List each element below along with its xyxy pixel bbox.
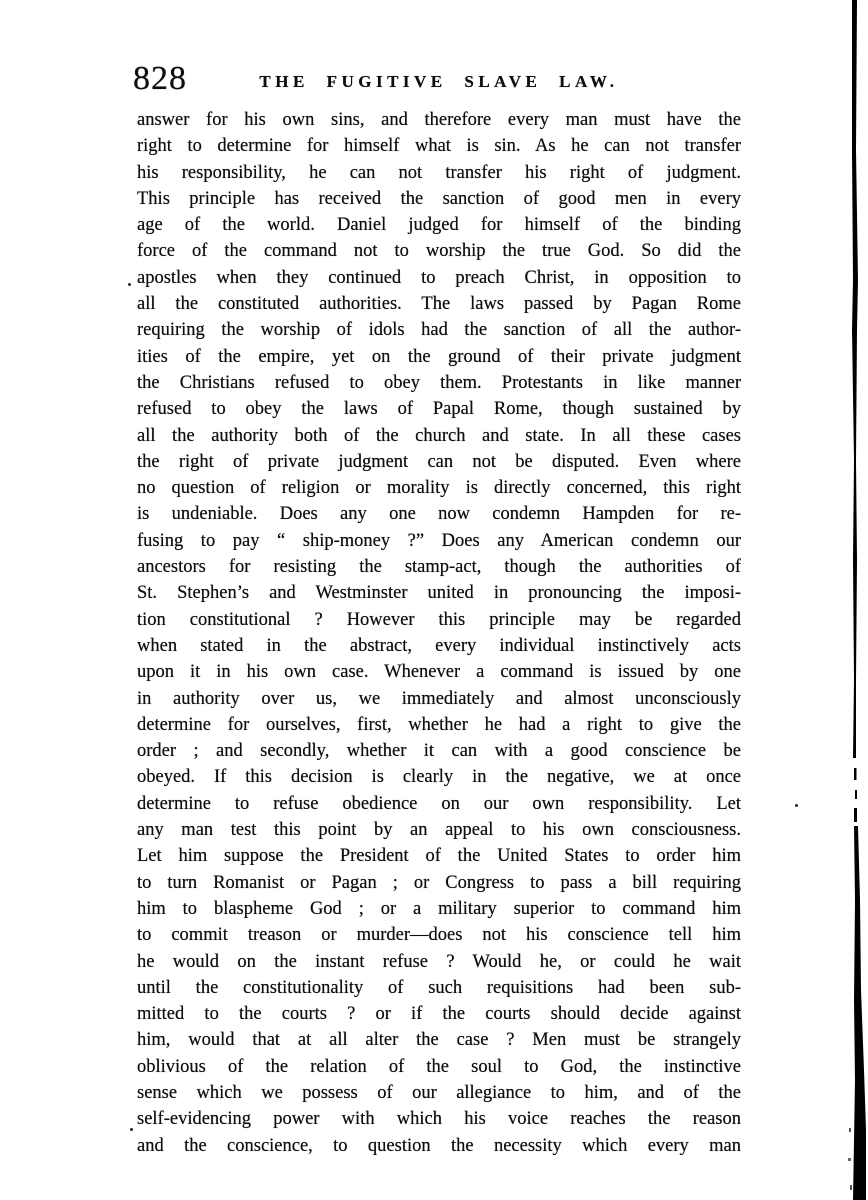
text-line: oblivious of the relation of the soul to God, the instinctive — [137, 1056, 741, 1077]
text-line: and the conscience, to question the necessity which every man — [137, 1135, 741, 1156]
text-line: him, would that at all alter the case ? Men must be strangely — [137, 1030, 741, 1051]
text-line: the right of private judgment can not be disputed. Even where — [137, 451, 741, 472]
text-line: determine for ourselves, first, whether he had a right to give the — [137, 714, 741, 735]
text-line: upon it in his own case. Whenever a command is issued by one — [137, 662, 741, 683]
text-line: sense which we possess of our allegiance to him, and of the — [137, 1082, 741, 1103]
text-line: age of the world. Daniel judged for himself of the binding — [137, 215, 741, 236]
page-header — [133, 54, 741, 97]
text-line: tion constitutional ? However this principle may be regarded — [137, 609, 741, 630]
text-line: fusing to pay “ ship-money ?” Does any American condemn our — [137, 530, 741, 551]
text-line: This principle has received the sanction of good men in every — [137, 188, 741, 209]
text-line: St. Stephen’s and Westminster united in pronouncing the imposi- — [137, 583, 741, 604]
text-line: requiring the worship of idols had the sanction of all the author- — [137, 320, 741, 341]
page-number: 828 — [133, 60, 187, 97]
text-line: obeyed. If this decision is clearly in the negative, we at once — [137, 767, 741, 788]
text-line: him to blaspheme God ; or a military superior to command him — [137, 898, 741, 919]
text-line: apostles when they continued to preach Christ, in opposition to — [137, 267, 741, 288]
running-title: THE FUGITIVE SLAVE LAW. — [259, 72, 619, 91]
scan-speck — [795, 804, 798, 807]
text-line: refused to obey the laws of Papal Rome, though sustained by — [137, 399, 741, 420]
text-line: self-evidencing power with which his voice reaches the reason — [137, 1109, 741, 1130]
text-line: all the authority both of the church and state. In all these cases — [137, 425, 741, 446]
scan-speck — [130, 1128, 133, 1131]
text-line: he would on the instant refuse ? Would he, or could he wait — [137, 951, 741, 972]
text-line: mitted to the courts ? or if the courts should decide against — [137, 1004, 741, 1025]
text-line: until the constitutionality of such requisitions had been sub- — [137, 977, 741, 998]
scan-edge-artifact — [844, 0, 868, 1200]
text-line: in authority over us, we immediately and almost unconsciously — [137, 688, 741, 709]
text-line: Let him suppose the President of the United States to order him — [137, 846, 741, 867]
text-line: any man test this point by an appeal to his own consciousness. — [137, 820, 741, 841]
text-line: order ; and secondly, whether it can with a good conscience be — [137, 741, 741, 762]
text-line: his responsibility, he can not transfer his right of judgment. — [137, 162, 741, 183]
text-line: the Christians refused to obey them. Protestants in like manner — [137, 372, 741, 393]
text-line: when stated in the abstract, every individual instinctively acts — [137, 635, 741, 656]
text-line: force of the command not to worship the true God. So did the — [137, 241, 741, 262]
scan-speck — [128, 283, 131, 286]
text-line: no question of religion or morality is directly concerned, this right — [137, 478, 741, 499]
text-line: to commit treason or murder—does not his conscience tell him — [137, 925, 741, 946]
text-line: all the constituted authorities. The laws passed by Pagan Rome — [137, 294, 741, 315]
text-line: ities of the empire, yet on the ground of their private judgment — [137, 346, 741, 367]
text-line: answer for his own sins, and therefore every man must have the — [137, 110, 741, 130]
text-line: right to determine for himself what is sin. As he can not transfer — [137, 136, 741, 157]
text-line: to turn Romanist or Pagan ; or Congress to pass a bill requiring — [137, 872, 741, 893]
text-line: is undeniable. Does any one now condemn Hampden for re- — [137, 504, 741, 525]
body-text — [137, 107, 741, 1159]
text-line: ancestors for resisting the stamp-act, though the authorities of — [137, 557, 741, 578]
text-line: determine to refuse obedience on our own responsibility. Let — [137, 793, 741, 814]
